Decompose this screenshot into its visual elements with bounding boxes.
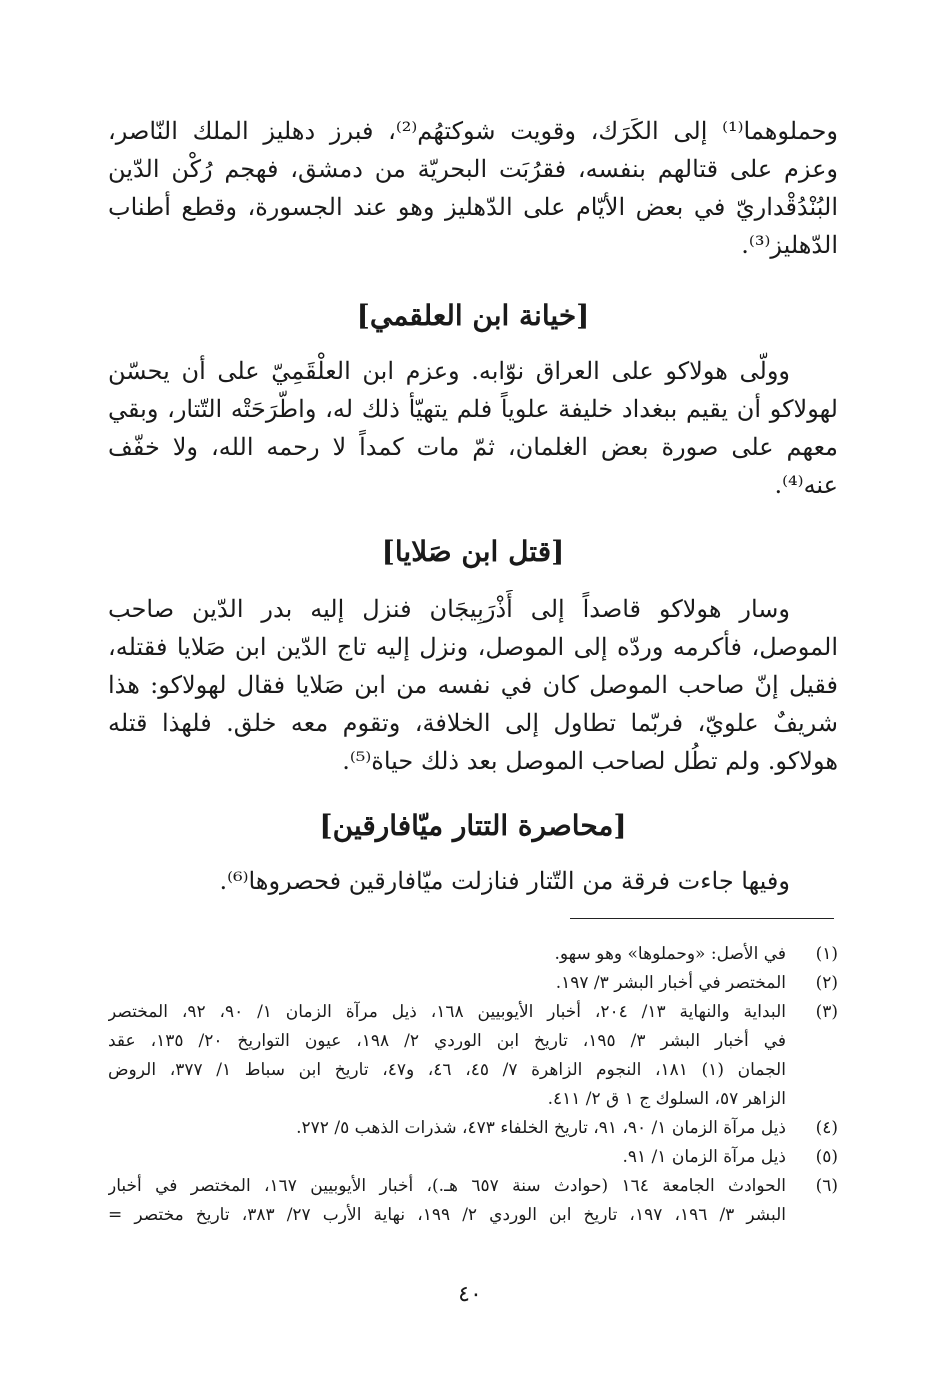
footnote: [108, 1143, 838, 1172]
text-line: هولاكو. ولم تطُل لصاحب الموصل بعد ذلك حياة⁽⁵⁾.: [342, 747, 838, 775]
text-line: البُنْدُقْداريّ في بعض الأيّام على الدّهليز وهو عند الجسورة، وقطع أطناب: [108, 193, 838, 221]
text-line: عنه⁽⁴⁾.: [774, 471, 838, 499]
footnote: [108, 998, 838, 1114]
footnote-line: ذيل مرآة الزمان ١/ ٩٠، ٩١، تاريخ الخلفاء ٤٧٣، شذرات الذهب ٥/ ٢٧٢.: [296, 1118, 786, 1138]
text-line: الموصل، فأكرمه وردّه إلى الموصل، ونزل إليه تاج الدّين ابن صَلايا فقتله،: [108, 633, 838, 661]
paragraph-intro: [108, 112, 838, 264]
footnote-line: البشر ٣/ ١٩٦، ١٩٧، تاريخ ابن الوردي ٢/ ١٩٩، نهاية الأرب ٢٧/ ٣٨٣، تاريخ مختصر =: [108, 1205, 786, 1225]
footnote: [108, 940, 838, 969]
footnote-line: الزاهر ٥٧، السلوك ج ١ ق ٢/ ٤١١.: [547, 1089, 786, 1109]
footnotes: [108, 940, 838, 1230]
footnote-separator: [570, 918, 834, 919]
footnote-number: (٣): [815, 1002, 838, 1022]
footnote-number: (٢): [815, 973, 838, 993]
footnote-number: (٤): [815, 1118, 838, 1138]
footnote-line: في الأصل: «وحملوها» وهو سهو.: [554, 944, 786, 964]
paragraph-betrayal: [108, 352, 838, 504]
footnote-line: في أخبار البشر ٣/ ١٩٥، تاريخ ابن الوردي ٢/ ١٩٨، عيون التواريخ ٢٠/ ١٣٥، عقد: [108, 1031, 786, 1051]
section-heading: [محاصرة التتار ميّافارقين]: [319, 809, 627, 842]
footnote-line: المختصر في أخبار البشر ٣/ ١٩٧.: [555, 973, 786, 993]
paragraph-killing: [108, 590, 838, 780]
footnote-line: الجمان (١) ١٨١، النجوم الزاهرة ٧/ ٤٥، ٤٦، و٤٧، تاريخ ابن سباط ١/ ٣٧٧، الروض: [108, 1060, 786, 1080]
text-line: وعزم على قتالهم بنفسه، فقرُبَت البحريّة من دمشق، فهجم رُكْن الدّين: [108, 155, 838, 183]
footnote: [108, 1114, 838, 1143]
section-heading: [قتل ابن صَلايا]: [381, 535, 565, 568]
footnote-number: (٥): [815, 1147, 838, 1167]
text-line: شريفٌ علويّ، فربّما تطاول إلى الخلافة، وتقوم معه خلق. فلهذا قتله: [108, 709, 838, 737]
footnote-number: (٦): [815, 1176, 838, 1196]
page-number: ٤٠: [458, 1282, 482, 1307]
footnote-line: البداية والنهاية ١٣/ ٢٠٤، أخبار الأيوبيين ١٦٨، ذيل مرآة الزمان ١/ ٩٠، ٩٢، المختصر: [108, 1002, 786, 1022]
footnote-line: الحوادث الجامعة ١٦٤ (حوادث سنة ٦٥٧ هـ.)، أخبار الأيوبيين ١٦٧، المختصر في أخبار: [108, 1176, 786, 1196]
text-line: وفيها جاءت فرقة من التّتار فنازلت ميّافارقين فحصروها⁽⁶⁾.: [219, 867, 790, 895]
footnote-number: (١): [815, 944, 838, 964]
text-line: الدّهليز⁽³⁾.: [741, 231, 838, 259]
footnote-line: ذيل مرآة الزمان ١/ ٩١.: [622, 1147, 786, 1167]
footnote: [108, 969, 838, 998]
footnote: [108, 1172, 838, 1230]
text-line: فقيل إنّ صاحب الموصل كان في نفسه من ابن صَلايا فقال لهولاكو: هذا: [108, 671, 838, 699]
text-line: وحملوهما⁽¹⁾ إلى الكَرَك، وقويت شوكتهُم⁽²⁾، فبرز دهليز الملك النّاصر،: [108, 117, 838, 145]
text-line: لهولاكو أن يقيم ببغداد خليفة علوياً فلم يتهيّأ ذلك له، واطّرَحَتْه التّتار، وبقي: [108, 395, 838, 423]
section-heading: [خيانة ابن العلقمي]: [356, 299, 590, 332]
paragraph-siege: [108, 862, 838, 900]
text-line: معهم على صورة بعض الغلمان، ثمّ مات كمداً لا رحمه الله، ولا خفّف: [108, 433, 838, 461]
text-line: وولّى هولاكو على العراق نوّابه. وعزم ابن العلْقَمِيّ على أن يحسّن: [108, 357, 790, 385]
text-line: وسار هولاكو قاصداً إلى أَذْرَبِيجَان فنزل إليه بدر الدّين صاحب: [108, 595, 790, 623]
